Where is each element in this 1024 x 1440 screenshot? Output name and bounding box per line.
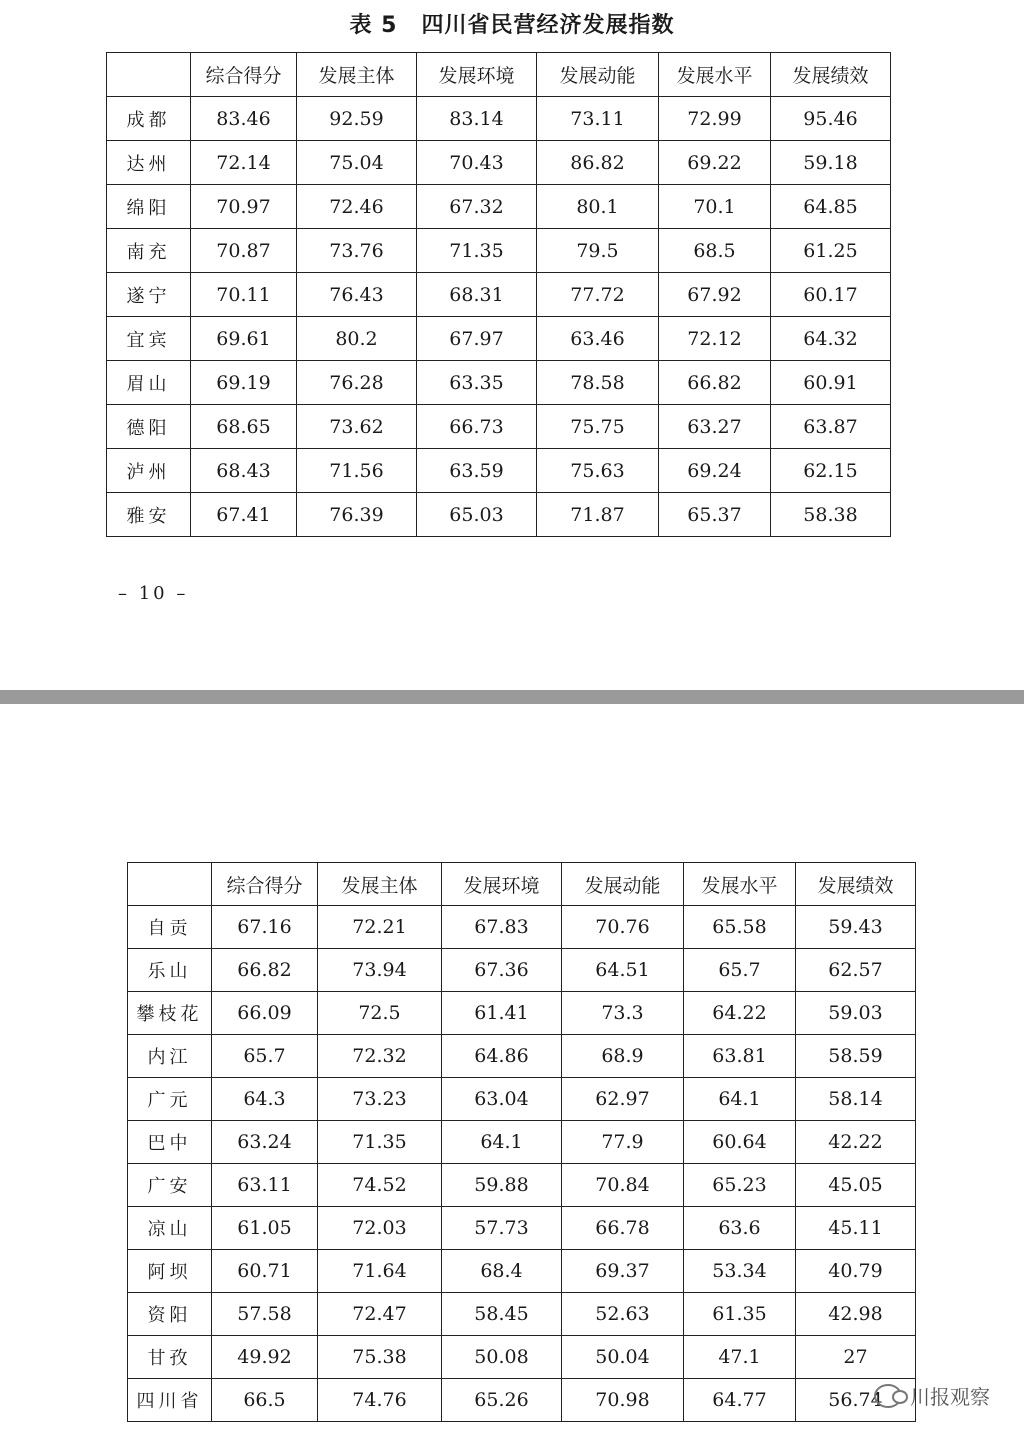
page-number: – 10 – [118,583,189,604]
table-row [107,229,891,273]
value-cell: 63.24 [212,1121,318,1164]
value-cell: 65.26 [442,1379,562,1422]
value-cell: 80.1 [537,185,659,229]
document-page-11 [0,704,1024,1440]
value-cell: 72.03 [318,1207,442,1250]
value-cell: 77.9 [562,1121,684,1164]
value-cell: 63.81 [684,1035,796,1078]
value-cell: 68.4 [442,1250,562,1293]
value-cell: 72.14 [191,141,297,185]
city-cell: 德阳 [107,405,191,449]
watermark-text: 川报观察 [910,1385,990,1409]
value-cell: 76.43 [297,273,417,317]
value-cell: 65.7 [684,949,796,992]
value-cell: 42.22 [796,1121,916,1164]
city-cell: 眉山 [107,361,191,405]
value-cell: 64.1 [684,1078,796,1121]
value-cell: 66.82 [659,361,771,405]
value-cell: 66.09 [212,992,318,1035]
value-cell: 74.76 [318,1379,442,1422]
city-cell: 成都 [107,97,191,141]
column-header [107,53,191,97]
city-cell: 资阳 [128,1293,212,1336]
value-cell: 66.78 [562,1207,684,1250]
value-cell: 62.57 [796,949,916,992]
column-header: 发展主体 [297,53,417,97]
table-row [107,185,891,229]
value-cell: 75.04 [297,141,417,185]
value-cell: 72.32 [318,1035,442,1078]
value-cell: 69.61 [191,317,297,361]
column-header: 综合得分 [191,53,297,97]
city-cell: 甘孜 [128,1336,212,1379]
city-cell: 攀枝花 [128,992,212,1035]
value-cell: 70.98 [562,1379,684,1422]
table-row [128,1250,916,1293]
value-cell: 67.92 [659,273,771,317]
value-cell: 45.11 [796,1207,916,1250]
value-cell: 67.83 [442,906,562,949]
city-cell: 泸州 [107,449,191,493]
table-row [128,1035,916,1078]
value-cell: 61.41 [442,992,562,1035]
value-cell: 62.97 [562,1078,684,1121]
value-cell: 69.22 [659,141,771,185]
value-cell: 64.1 [442,1121,562,1164]
value-cell: 52.63 [562,1293,684,1336]
city-cell: 广元 [128,1078,212,1121]
value-cell: 63.27 [659,405,771,449]
table-row [128,1121,916,1164]
value-cell: 71.56 [297,449,417,493]
city-cell: 遂宁 [107,273,191,317]
table-row [107,141,891,185]
value-cell: 68.43 [191,449,297,493]
city-cell: 南充 [107,229,191,273]
column-header: 综合得分 [212,863,318,906]
value-cell: 73.3 [562,992,684,1035]
table-row [128,1207,916,1250]
value-cell: 79.5 [537,229,659,273]
value-cell: 68.31 [417,273,537,317]
value-cell: 64.77 [684,1379,796,1422]
value-cell: 83.14 [417,97,537,141]
value-cell: 70.76 [562,906,684,949]
document-page-10 [0,0,1024,690]
value-cell: 78.58 [537,361,659,405]
column-header: 发展绩效 [771,53,891,97]
value-cell: 67.97 [417,317,537,361]
value-cell: 63.35 [417,361,537,405]
value-cell: 75.75 [537,405,659,449]
column-header [128,863,212,906]
value-cell: 71.87 [537,493,659,537]
table-row [128,906,916,949]
value-cell: 45.05 [796,1164,916,1207]
value-cell: 58.45 [442,1293,562,1336]
value-cell: 72.99 [659,97,771,141]
value-cell: 73.94 [318,949,442,992]
value-cell: 42.98 [796,1293,916,1336]
table-row [128,1164,916,1207]
value-cell: 74.52 [318,1164,442,1207]
value-cell: 61.35 [684,1293,796,1336]
column-header: 发展环境 [442,863,562,906]
wechat-icon [874,1384,902,1408]
value-cell: 63.6 [684,1207,796,1250]
value-cell: 65.03 [417,493,537,537]
value-cell: 68.65 [191,405,297,449]
value-cell: 50.04 [562,1336,684,1379]
value-cell: 60.17 [771,273,891,317]
value-cell: 27 [796,1336,916,1379]
value-cell: 59.18 [771,141,891,185]
value-cell: 76.28 [297,361,417,405]
table-row [107,405,891,449]
index-table-part-1 [106,52,891,537]
value-cell: 70.11 [191,273,297,317]
value-cell: 71.35 [417,229,537,273]
value-cell: 73.62 [297,405,417,449]
index-table-part-2 [127,862,916,1422]
value-cell: 70.84 [562,1164,684,1207]
value-cell: 53.34 [684,1250,796,1293]
column-header: 发展动能 [537,53,659,97]
value-cell: 95.46 [771,97,891,141]
value-cell: 63.46 [537,317,659,361]
column-header: 发展动能 [562,863,684,906]
table-row [107,97,891,141]
value-cell: 73.23 [318,1078,442,1121]
table-row [128,1336,916,1379]
value-cell: 59.03 [796,992,916,1035]
value-cell: 70.43 [417,141,537,185]
value-cell: 61.05 [212,1207,318,1250]
value-cell: 67.41 [191,493,297,537]
value-cell: 63.59 [417,449,537,493]
value-cell: 63.87 [771,405,891,449]
value-cell: 58.14 [796,1078,916,1121]
value-cell: 64.86 [442,1035,562,1078]
table-title [0,8,1024,39]
value-cell: 62.15 [771,449,891,493]
value-cell: 58.59 [796,1035,916,1078]
value-cell: 76.39 [297,493,417,537]
value-cell: 69.19 [191,361,297,405]
city-cell: 广安 [128,1164,212,1207]
value-cell: 58.38 [771,493,891,537]
value-cell: 69.24 [659,449,771,493]
value-cell: 56.74 [796,1379,916,1422]
value-cell: 59.43 [796,906,916,949]
value-cell: 72.12 [659,317,771,361]
value-cell: 71.35 [318,1121,442,1164]
table-title-text: 四川省民营经济发展指数 [421,13,675,38]
value-cell: 66.73 [417,405,537,449]
column-header: 发展绩效 [796,863,916,906]
value-cell: 50.08 [442,1336,562,1379]
page-divider [0,690,1024,704]
value-cell: 65.58 [684,906,796,949]
table-row [128,949,916,992]
column-header: 发展水平 [684,863,796,906]
table-row [107,361,891,405]
table-row [107,273,891,317]
city-cell: 凉山 [128,1207,212,1250]
value-cell: 57.58 [212,1293,318,1336]
value-cell: 80.2 [297,317,417,361]
value-cell: 77.72 [537,273,659,317]
table-row [128,1078,916,1121]
value-cell: 60.64 [684,1121,796,1164]
value-cell: 59.88 [442,1164,562,1207]
value-cell: 64.85 [771,185,891,229]
table-number: 表 5 [349,13,398,38]
value-cell: 66.82 [212,949,318,992]
value-cell: 63.04 [442,1078,562,1121]
value-cell: 49.92 [212,1336,318,1379]
value-cell: 72.47 [318,1293,442,1336]
table-header-row [128,863,916,906]
value-cell: 70.87 [191,229,297,273]
value-cell: 70.1 [659,185,771,229]
value-cell: 65.7 [212,1035,318,1078]
value-cell: 47.1 [684,1336,796,1379]
watermark [874,1381,990,1410]
value-cell: 60.71 [212,1250,318,1293]
value-cell: 71.64 [318,1250,442,1293]
value-cell: 67.16 [212,906,318,949]
column-header: 发展环境 [417,53,537,97]
table-row [128,1293,916,1336]
value-cell: 61.25 [771,229,891,273]
value-cell: 63.11 [212,1164,318,1207]
city-cell: 巴中 [128,1121,212,1164]
value-cell: 68.5 [659,229,771,273]
value-cell: 57.73 [442,1207,562,1250]
value-cell: 64.3 [212,1078,318,1121]
city-cell: 四川省 [128,1379,212,1422]
value-cell: 67.32 [417,185,537,229]
city-cell: 雅安 [107,493,191,537]
value-cell: 86.82 [537,141,659,185]
value-cell: 64.51 [562,949,684,992]
value-cell: 75.38 [318,1336,442,1379]
table-row [128,992,916,1035]
city-cell: 乐山 [128,949,212,992]
value-cell: 65.23 [684,1164,796,1207]
value-cell: 67.36 [442,949,562,992]
value-cell: 64.22 [684,992,796,1035]
value-cell: 66.5 [212,1379,318,1422]
value-cell: 40.79 [796,1250,916,1293]
value-cell: 72.46 [297,185,417,229]
column-header: 发展主体 [318,863,442,906]
city-cell: 绵阳 [107,185,191,229]
value-cell: 83.46 [191,97,297,141]
city-cell: 宜宾 [107,317,191,361]
value-cell: 69.37 [562,1250,684,1293]
value-cell: 73.76 [297,229,417,273]
value-cell: 70.97 [191,185,297,229]
table-row [107,493,891,537]
value-cell: 60.91 [771,361,891,405]
value-cell: 65.37 [659,493,771,537]
value-cell: 72.21 [318,906,442,949]
table-row [128,1379,916,1422]
city-cell: 达州 [107,141,191,185]
table-row [107,317,891,361]
value-cell: 72.5 [318,992,442,1035]
city-cell: 内江 [128,1035,212,1078]
table-header-row [107,53,891,97]
value-cell: 64.32 [771,317,891,361]
value-cell: 75.63 [537,449,659,493]
value-cell: 92.59 [297,97,417,141]
table-row [107,449,891,493]
value-cell: 68.9 [562,1035,684,1078]
value-cell: 73.11 [537,97,659,141]
city-cell: 阿坝 [128,1250,212,1293]
city-cell: 自贡 [128,906,212,949]
column-header: 发展水平 [659,53,771,97]
